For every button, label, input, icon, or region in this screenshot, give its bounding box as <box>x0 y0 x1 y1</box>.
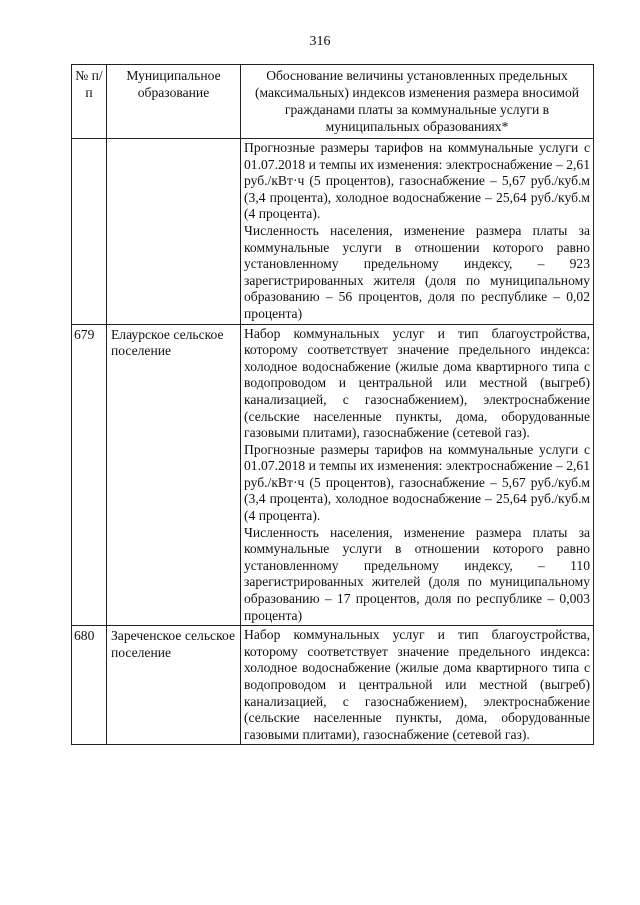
row-number: 680 <box>72 626 107 745</box>
table-row <box>72 139 594 325</box>
table-header-row <box>72 65 594 139</box>
row-municipality: Елаурское сельское поселение <box>107 324 241 626</box>
tariff-index-table <box>71 64 594 745</box>
row-municipality <box>107 139 241 325</box>
basis-paragraph: Прогнозные размеры тарифов на коммунальные услуги с 01.07.2018 и темпы их изменения: электроснабжение – 2,61 руб./кВт·ч (5 процентов), газоснабжение – 5,67 руб./куб.м (3,4 процента), холодное водоснабжение – 25,64 руб./куб.м (4 процента). <box>244 140 590 222</box>
basis-paragraph: Прогнозные размеры тарифов на коммунальные услуги с 01.07.2018 и темпы их изменения: электроснабжение – 2,61 руб./кВт·ч (5 процентов), газоснабжение – 5,67 руб./куб.м (3,4 процента), холодное водоснабжение – 25,64 руб./куб.м (4 процента). <box>244 441 590 524</box>
row-basis <box>241 626 594 745</box>
row-number <box>72 139 107 325</box>
row-basis <box>241 324 594 626</box>
header-num: № п/п <box>72 65 107 139</box>
table-row <box>72 324 594 626</box>
header-municipality: Муниципальное образование <box>107 65 241 139</box>
row-municipality: Зареченское сельское поселение <box>107 626 241 745</box>
row-basis <box>241 139 594 325</box>
page-number: 316 <box>309 34 331 49</box>
basis-paragraph: Набор коммунальных услуг и тип благоустройства, которому соответствует значение предельного индекса: холодное водоснабжение (жилые дома квартирного типа с водопроводом и центральной или местной (выгреб) канализацией, с газоснабжением), электроснабжение (сельские населенные пункты, дома, оборудованные газовыми плитами), газоснабжение (сетевой газ). <box>244 325 590 441</box>
header-basis: Обоснование величины установленных предельных (максимальных) индексов изменения размера вносимой гражданами платы за коммунальные услуги в муниципальных образованиях* <box>241 65 594 139</box>
basis-paragraph: Численность населения, изменение размера платы за коммунальные услуги в отношении которого равно установленному предельному индексу, – 923 зарегистрированных жителя (доля по муниципальному образованию – 56 процентов, доля по республике – 0,02 процента) <box>244 222 590 321</box>
basis-paragraph: Численность населения, изменение размера платы за коммунальные услуги в отношении которого равно установленному предельному индексу, – 110 зарегистрированных жителей (доля по муниципальному образованию – 17 процентов, доля по республике – 0,003 процента) <box>244 524 590 623</box>
row-number: 679 <box>72 324 107 626</box>
basis-paragraph: Набор коммунальных услуг и тип благоустройства, которому соответствует значение предельного индекса: холодное водоснабжение (жилые дома квартирного типа с водопроводом и центральной или местной (выгреб) канализацией, с газоснабжением), электроснабжение (сельские населенные пункты, дома, оборудованные газовыми плитами), газоснабжение (сетевой газ). <box>244 627 590 742</box>
table-row <box>72 626 594 745</box>
